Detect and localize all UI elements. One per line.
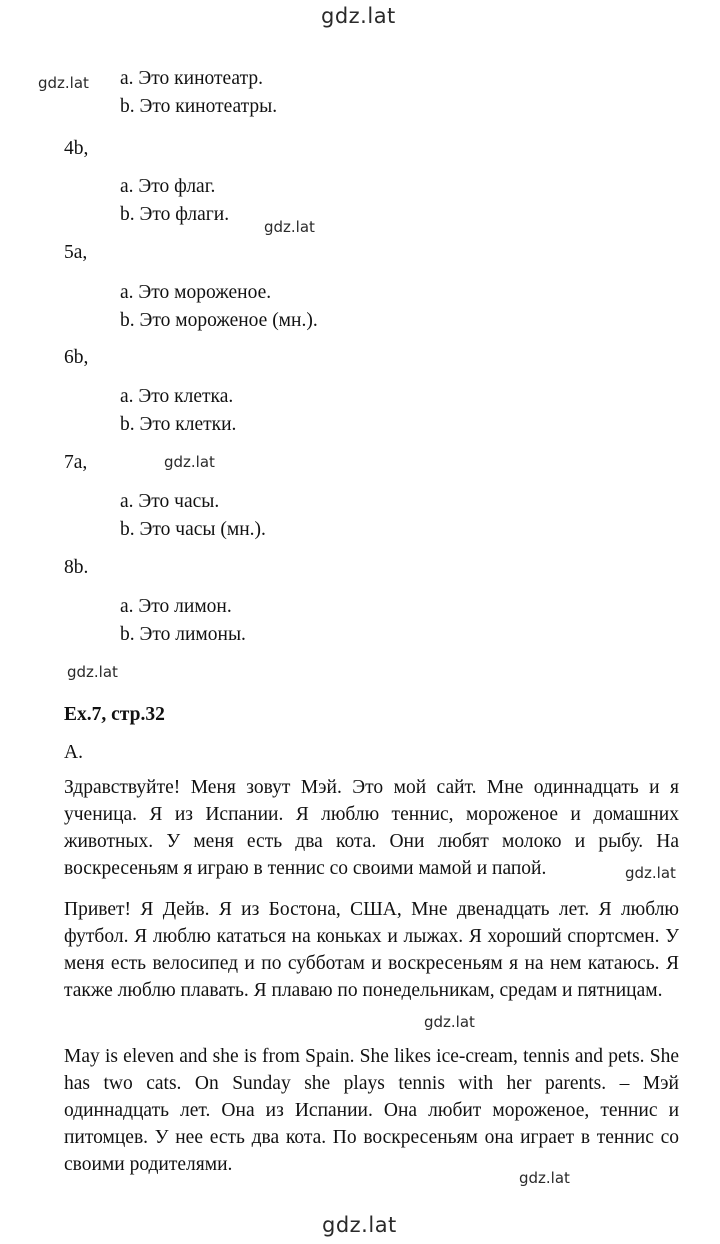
answer-number: 6b, — [64, 347, 89, 368]
answer-line: b. Это флаги. — [120, 204, 230, 225]
answer-line: b. Это клетки. — [120, 414, 237, 435]
answer-number: 7a, — [64, 452, 88, 473]
watermark: gdz.lat — [424, 1013, 475, 1031]
answer-line: b. Это мороженое (мн.). — [120, 310, 318, 331]
answer-line: a. Это мороженое. — [120, 282, 272, 303]
watermark: gdz.lat — [164, 453, 215, 471]
answer-line: a. Это лимон. — [120, 596, 232, 617]
answer-line: a. Это клетка. — [120, 386, 234, 407]
watermark: gdz.lat — [625, 864, 676, 882]
paragraph-may: Здравствуйте! Меня зовут Мэй. Это мой сайт. Мне одиннадцать и я ученица. Я из Испании. Я люблю теннис, мороженое и домашних животных. У меня есть два кота. Они любят молоко и рыбу. На воскресеньям я играю в теннис со своими мамой и папой. — [64, 777, 679, 879]
watermark-bottom: gdz.lat — [322, 1213, 397, 1237]
watermark: gdz.lat — [264, 218, 315, 236]
answer-line: a. Это флаг. — [120, 176, 216, 197]
answer-line: a. Это часы. — [120, 491, 220, 512]
paragraph-summary: May is eleven and she is from Spain. She likes ice-cream, tennis and pets. She has two cats. On Sunday she plays tennis with her parents. – Мэй одиннадцать лет. Она из Испании. Она любит мороженое, теннис и питомцев. У нее есть два кота. По воскресеньям она играет в теннис со своими родителями. — [64, 1046, 679, 1175]
answer-number: 8b. — [64, 557, 89, 578]
answer-line: b. Это часы (мн.). — [120, 519, 266, 540]
answer-line: b. Это кинотеатры. — [120, 96, 278, 117]
answer-line: a. Это кинотеатр. — [120, 68, 263, 89]
watermark: gdz.lat — [38, 74, 89, 92]
watermark: gdz.lat — [67, 663, 118, 681]
watermark: gdz.lat — [519, 1169, 570, 1187]
answer-number: 5a, — [64, 242, 88, 263]
answer-number: 4b, — [64, 138, 89, 159]
watermark-top: gdz.lat — [321, 4, 396, 28]
exercise-part-label: A. — [64, 742, 83, 763]
exercise-heading: Ex.7, стр.32 — [64, 704, 165, 725]
paragraph-dave: Привет! Я Дейв. Я из Бостона, США, Мне двенадцать лет. Я люблю футбол. Я люблю кататься на коньках и лыжах. Я хороший спортсмен. У меня есть велосипед и по субботам и воскресеньям я на нем катаюсь. Я также люблю плавать. Я плаваю по понедельникам, средам и пятницам. — [64, 899, 679, 1001]
answer-line: b. Это лимоны. — [120, 624, 246, 645]
